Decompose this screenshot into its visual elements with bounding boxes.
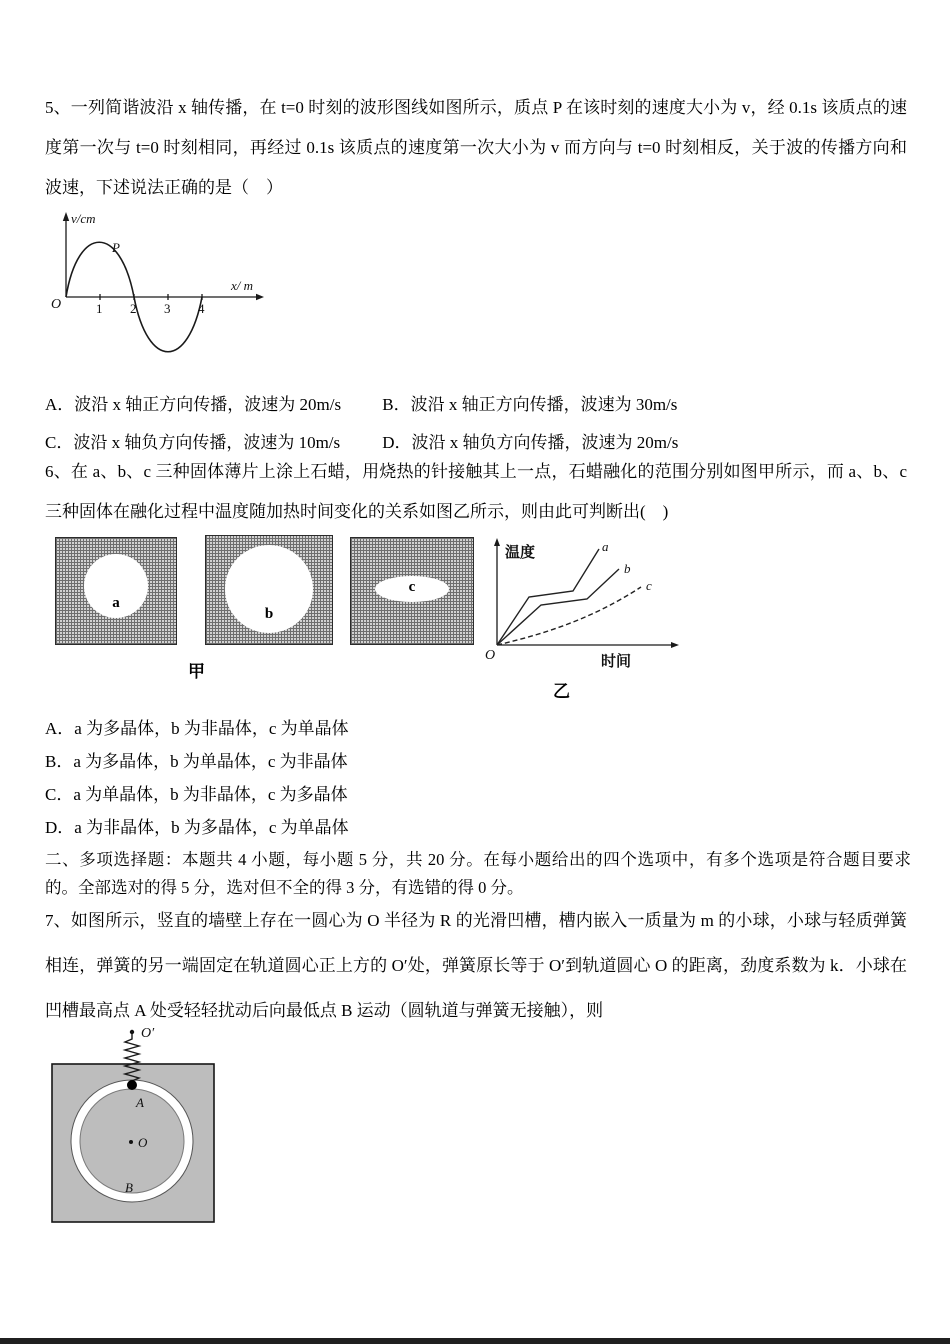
curve-c-label: c xyxy=(646,578,652,593)
curve-c xyxy=(497,587,641,645)
tick-label-3: 3 xyxy=(164,301,171,316)
option-row xyxy=(45,393,885,417)
option-6-a: A．a 为多晶体，b 为非晶体，c 为单晶体 xyxy=(45,719,349,738)
option-5-d: D．波沿 x 轴负方向传播，波速为 20m/s xyxy=(382,433,679,452)
anchor-o-prime-label: O′ xyxy=(141,1026,155,1041)
section-2-heading: 二、多项选择题：本题共 4 小题，每小题 5 分，共 20 分。在每小题给出的四个选项中，有多个选项是符合题目要求的。全部选对的得 5 分，选对但不全的得 3 分，有选错的得 0 分。 xyxy=(45,850,911,897)
wax-plate-c xyxy=(350,537,474,645)
question-7-stem: 7、如图所示，竖直的墙壁上存在一圆心为 O 半径为 R 的光滑凹槽，槽内嵌入一质量为 m 的小球，小球与轻质弹簧相连，弹簧的另一端固定在轨道圆心正上方的 O′处，弹簧原长等于 O′到轨道圆心 O 的距离，劲度系数为 k．小球在凹槽最高点 A 处受轻轻扰动后向最低点 B 运动（圆轨道与弹簧无接触），则 xyxy=(45,911,907,1020)
point-b-label: B xyxy=(125,1180,133,1195)
graph-y-axis-label: 温度 xyxy=(505,545,536,561)
tick-label-2: 2 xyxy=(130,301,137,316)
wave-y-axis-label: v/cm xyxy=(71,211,96,226)
curve-a-label: a xyxy=(602,539,609,554)
option-6-d: D．a 为非晶体，b 为多晶体，c 为单晶体 xyxy=(45,818,349,837)
graph-x-axis-label: 时间 xyxy=(601,654,632,670)
graph-y-arrow xyxy=(494,538,500,546)
option-5-c: C．波沿 x 轴负方向传播，波速为 10m/s xyxy=(45,433,341,452)
option-6-b: B．a 为多晶体，b 为单晶体，c 为非晶体 xyxy=(45,752,348,771)
question-7-groove-figure xyxy=(48,1016,228,1228)
melting-curves-graph xyxy=(483,535,688,675)
graph-x-arrow xyxy=(671,642,679,648)
ball xyxy=(127,1080,137,1090)
melt-region-b xyxy=(225,545,313,633)
graph-origin-label: O xyxy=(485,648,496,663)
caption-yi: 乙 xyxy=(553,682,570,701)
sample-b-label: b xyxy=(264,606,274,622)
option-6-c: C．a 为单晶体，b 为非晶体，c 为多晶体 xyxy=(45,785,348,804)
question-6-options xyxy=(45,712,349,844)
question-5-wave-figure xyxy=(28,205,272,377)
point-a-label: A xyxy=(136,1095,144,1110)
page-bottom-edge xyxy=(0,1338,950,1344)
center-o-label: O xyxy=(138,1135,148,1150)
wax-plate-a xyxy=(55,537,177,645)
y-axis-arrow xyxy=(63,212,69,221)
question-6-stem: 6、在 a、b、c 三种固体薄片上涂上石蜡，用烧热的针接触其上一点，石蜡融化的范围分别如图甲所示，而 a、b、c 三种固体在融化过程中温度随加热时间变化的关系如图乙所示，则由此可判断出( ) xyxy=(45,462,907,521)
question-5-stem: 5、一列简谐波沿 x 轴传播，在 t=0 时刻的波形图线如图所示，质点 P 在该时刻的速度大小为 v，经 0.1s 该质点的速度第一次与 t=0 时刻相同，再经过 0.1s 该质点的速度第一次大小为 v 而方向与 t=0 时刻相反，关于波的传播方向和波速，下述说法正确的是（ ） xyxy=(45,98,907,197)
option-5-a: A．波沿 x 轴正方向传播，波速为 20m/s xyxy=(45,395,342,414)
center-dot xyxy=(129,1140,133,1144)
melt-region-c xyxy=(375,576,449,602)
point-p-label: P xyxy=(112,240,120,255)
curve-b xyxy=(497,569,619,645)
wave-origin-label: O xyxy=(51,297,62,312)
option-5-b: B．波沿 x 轴正方向传播，波速为 30m/s xyxy=(382,395,678,414)
x-axis-arrow xyxy=(256,294,264,300)
caption-jia: 甲 xyxy=(188,662,205,681)
sample-a-label: a xyxy=(112,595,120,611)
tick-label-4: 4 xyxy=(198,301,205,316)
curve-b-label: b xyxy=(624,561,631,576)
wax-plate-b xyxy=(205,535,333,645)
melt-region-a xyxy=(84,554,148,618)
spring-anchor-dot xyxy=(130,1030,134,1034)
tick-label-1: 1 xyxy=(96,301,103,316)
question-6-figure xyxy=(0,535,950,700)
wave-x-axis-label: x/ m xyxy=(231,278,254,293)
sample-c-label: c xyxy=(408,579,416,595)
